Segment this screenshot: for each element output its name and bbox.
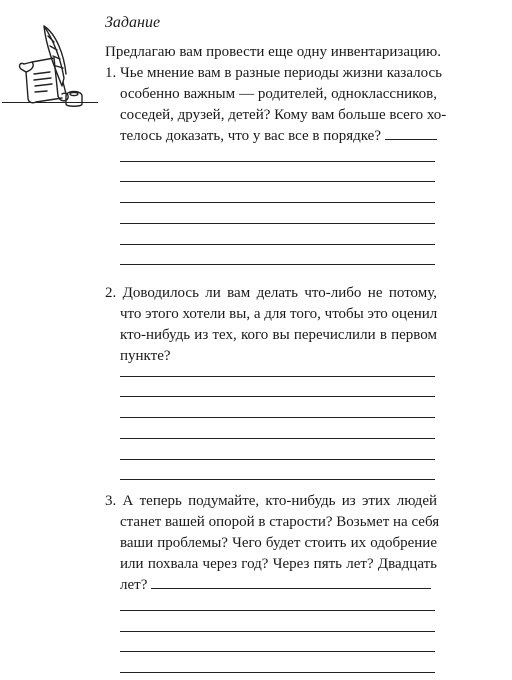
answer-line[interactable] xyxy=(120,264,435,265)
answer-line[interactable] xyxy=(120,651,435,652)
question-line: А теперь подумайте, кто-нибудь из этих людей xyxy=(122,493,437,509)
question-line: особенно важным — родителей, одноклассников, xyxy=(120,86,437,102)
answer-line[interactable] xyxy=(120,672,435,673)
answer-line[interactable] xyxy=(120,376,435,377)
page-title: Задание xyxy=(105,14,161,31)
question-line: соседей, друзей, детей? Кому вам больше всего хо- xyxy=(120,107,447,123)
question-number: 2. xyxy=(105,285,117,301)
answer-line[interactable] xyxy=(151,587,431,589)
question-number: 3. xyxy=(105,493,117,509)
answer-line[interactable] xyxy=(120,417,435,418)
question-line: Доводилось ли вам делать что-либо не потому, xyxy=(122,285,438,301)
question-line: пункте? xyxy=(120,348,171,364)
question-line: телось доказать, что у вас все в порядке? xyxy=(120,128,381,144)
question-line: станет вашей опорой в старости? Возьмет на себя xyxy=(120,514,440,530)
answer-line[interactable] xyxy=(120,438,435,439)
answer-line[interactable] xyxy=(120,396,435,397)
intro-text: Предлагаю вам провести еще одну инвентаризацию. xyxy=(105,44,442,60)
question-3 xyxy=(105,491,440,596)
answer-line[interactable] xyxy=(120,459,435,460)
answer-line[interactable] xyxy=(120,181,435,182)
answer-line[interactable] xyxy=(385,138,437,140)
answer-line[interactable] xyxy=(120,631,435,632)
question-1 xyxy=(105,63,447,147)
question-line: лет? xyxy=(120,577,148,593)
header-divider xyxy=(2,102,98,103)
question-line: ваши проблемы? Чего будет стоить их одобрение xyxy=(120,535,437,551)
answer-line[interactable] xyxy=(120,610,435,611)
answer-line[interactable] xyxy=(120,161,435,162)
question-line: или похвала через год? Через пять лет? Двадцать xyxy=(120,556,437,572)
quill-scroll-icon xyxy=(2,12,98,108)
answer-line[interactable] xyxy=(120,202,435,203)
question-line: Чье мнение вам в разные периоды жизни казалось xyxy=(120,65,443,81)
question-line: кто-нибудь из тех, кого вы перечислили в первом xyxy=(120,327,437,343)
question-number: 1. xyxy=(105,65,117,81)
answer-line[interactable] xyxy=(120,479,435,480)
question-line: что этого хотели вы, а для того, чтобы это оценил xyxy=(120,306,438,322)
answer-line[interactable] xyxy=(120,244,435,245)
question-2 xyxy=(105,283,437,367)
answer-line[interactable] xyxy=(120,223,435,224)
